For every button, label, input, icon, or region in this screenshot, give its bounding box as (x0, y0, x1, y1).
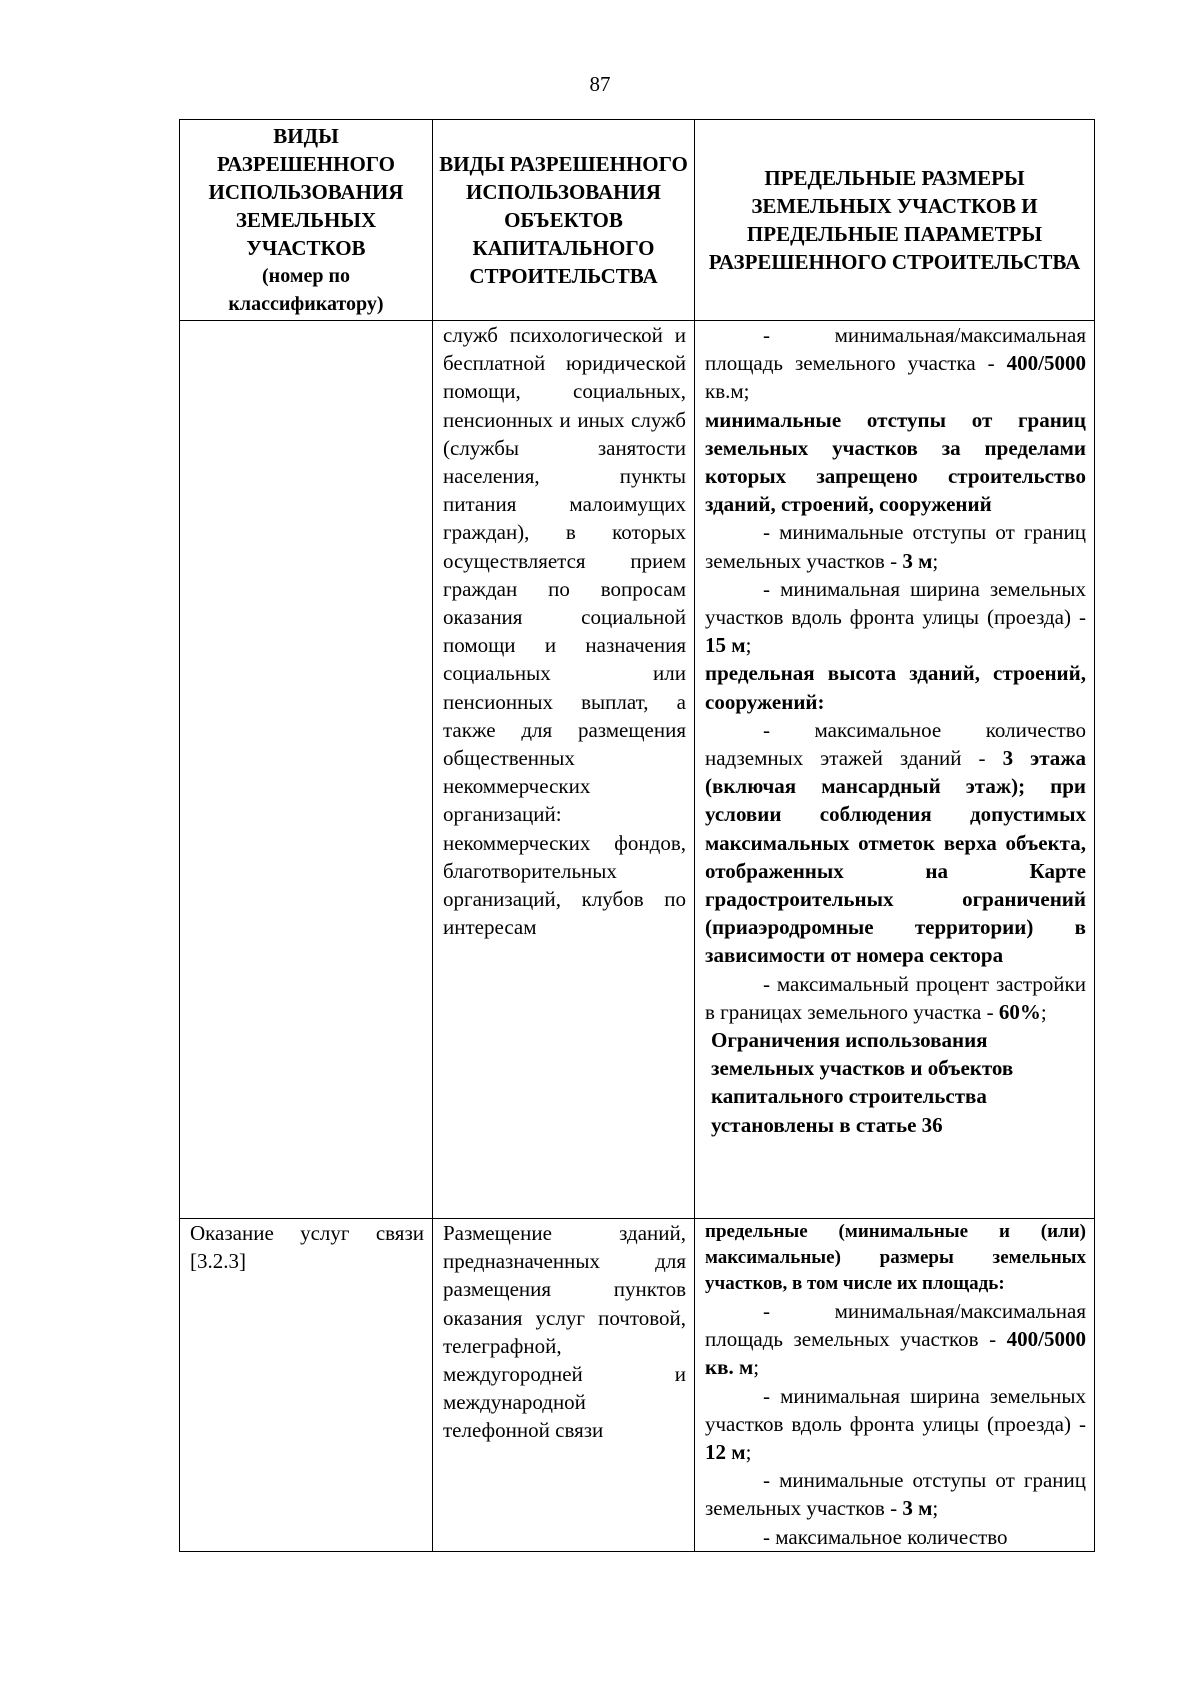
param-text: - минимальная ширина земельных участков вдоль фронта улицы (проезда) - (705, 576, 1086, 630)
header-col2-title: ВИДЫ РАЗРЕШЕННОГО ИСПОЛЬЗОВАНИЯ ОБЪЕКТОВ КАПИТАЛЬНОГО СТРОИТЕЛЬСТВА (439, 152, 688, 288)
row1-param-area (705, 321, 1086, 406)
param-end: ; (745, 633, 752, 658)
param-end: ; (932, 548, 939, 573)
param-end: ; (932, 1496, 939, 1521)
row1-param-floors (705, 716, 1086, 970)
param-end: ; (753, 1355, 760, 1380)
param-text: - минимальная/максимальная площадь земельного участка - (705, 323, 1086, 376)
row1-col1-cell (180, 321, 433, 1219)
param-value: 3 этажа (включая мансардный этаж); при условии соблюдения допустимых максимальных отметок верха объекта, отображенных на Карте градостроительных ограничений (приаэродромные территории) в зависимости от номера сектора (705, 746, 1087, 968)
row2-param-setback (705, 1466, 1086, 1522)
row2-col3-cell (695, 1219, 1095, 1552)
row2-col1-text: Оказание услуг связи [3.2.3] (190, 1221, 424, 1274)
param-value: 3 м (902, 1496, 933, 1521)
table-header-row (180, 120, 1095, 321)
row1-setback-heading: минимальные отступы от границ земельных участков за пределами которых запрещено строительство зданий, строений, сооружений (705, 407, 1086, 517)
param-text: - максимальное количество надземных этажей зданий - (705, 717, 1086, 771)
param-unit: кв.м; (705, 379, 750, 404)
param-text: - минимальные отступы от границ земельных участков - (705, 1468, 1086, 1521)
row2-size-heading: предельные (минимальные и (или) максимальные) размеры земельных участков, в том числе их площадь: (705, 1221, 1086, 1294)
row1-col2-text: служб психологической и бесплатной юридической помощи, социальных, пенсионных и иных служб (службы занятости населения, пункты питания малоимущих граждан), в которых осуществляется прием граждан по вопросам оказания социальной помощи и назначения социальных или пенсионных выплат, а также для размещения общественных некоммерческих организаций: некоммерческих фондов, благотворительных организаций, клубов по интересам (443, 323, 686, 940)
param-value: 12 м (705, 1440, 746, 1465)
param-text: - минимальные отступы от границ земельных участков - (705, 520, 1086, 573)
header-col3-title: ПРЕДЕЛЬНЫЕ РАЗМЕРЫ ЗЕМЕЛЬНЫХ УЧАСТКОВ И ПРЕДЕЛЬНЫЕ ПАРАМЕТРЫ РАЗРЕШЕННОГО СТРОИТЕЛЬСТВА (708, 166, 1081, 274)
header-col2 (433, 120, 695, 321)
param-value: 60% (998, 999, 1041, 1024)
row2-col1-cell (180, 1219, 433, 1552)
param-value: 15 м (705, 633, 746, 658)
row1-param-setback (705, 518, 1086, 574)
row1-col2-cell (433, 321, 695, 1219)
header-col1-note: (номер по классификатору) (228, 265, 384, 315)
param-text: - минимальная ширина земельных участков вдоль фронта улицы (проезда) - (705, 1383, 1086, 1436)
row2-col2-cell (433, 1219, 695, 1552)
param-text: - максимальный процент застройки в границах земельного участка - (705, 971, 1086, 1024)
param-value: 400/5000 кв. м (705, 1327, 1086, 1380)
param-text: - минимальная/максимальная площадь земельных участков - (705, 1299, 1086, 1352)
row1-restrictions-note: Ограничения использования земельных участков и объектов капитального строительства установлены в статье 36 (711, 1028, 1014, 1137)
land-use-table (179, 119, 1095, 1552)
row1-param-coverage (705, 970, 1086, 1026)
header-col3 (695, 120, 1095, 321)
row2-param-floors: - максимальное количество (763, 1524, 1008, 1549)
table-row (180, 321, 1095, 1219)
header-col1-title: ВИДЫ РАЗРЕШЕННОГО ИСПОЛЬЗОВАНИЯ ЗЕМЕЛЬНЫХ УЧАСТКОВ (208, 124, 404, 260)
table-row (180, 1219, 1095, 1552)
param-end: ; (745, 1440, 752, 1465)
row1-col3-cell (695, 321, 1095, 1219)
row2-param-area (705, 1297, 1086, 1382)
header-col1 (180, 120, 433, 321)
row1-height-heading: предельная высота зданий, строений, сооружений: (705, 661, 1086, 714)
param-end: ; (1040, 999, 1047, 1024)
row2-col2-text: Размещение зданий, предназначенных для размещения пунктов оказания услуг почтовой, телеграфной, междугородней и международной телефонной связи (443, 1221, 686, 1443)
page-number: 87 (589, 72, 611, 96)
row1-param-width (705, 575, 1086, 660)
param-value: 400/5000 (1006, 351, 1086, 376)
row2-param-width (705, 1382, 1086, 1467)
param-value: 3 м (902, 548, 933, 573)
